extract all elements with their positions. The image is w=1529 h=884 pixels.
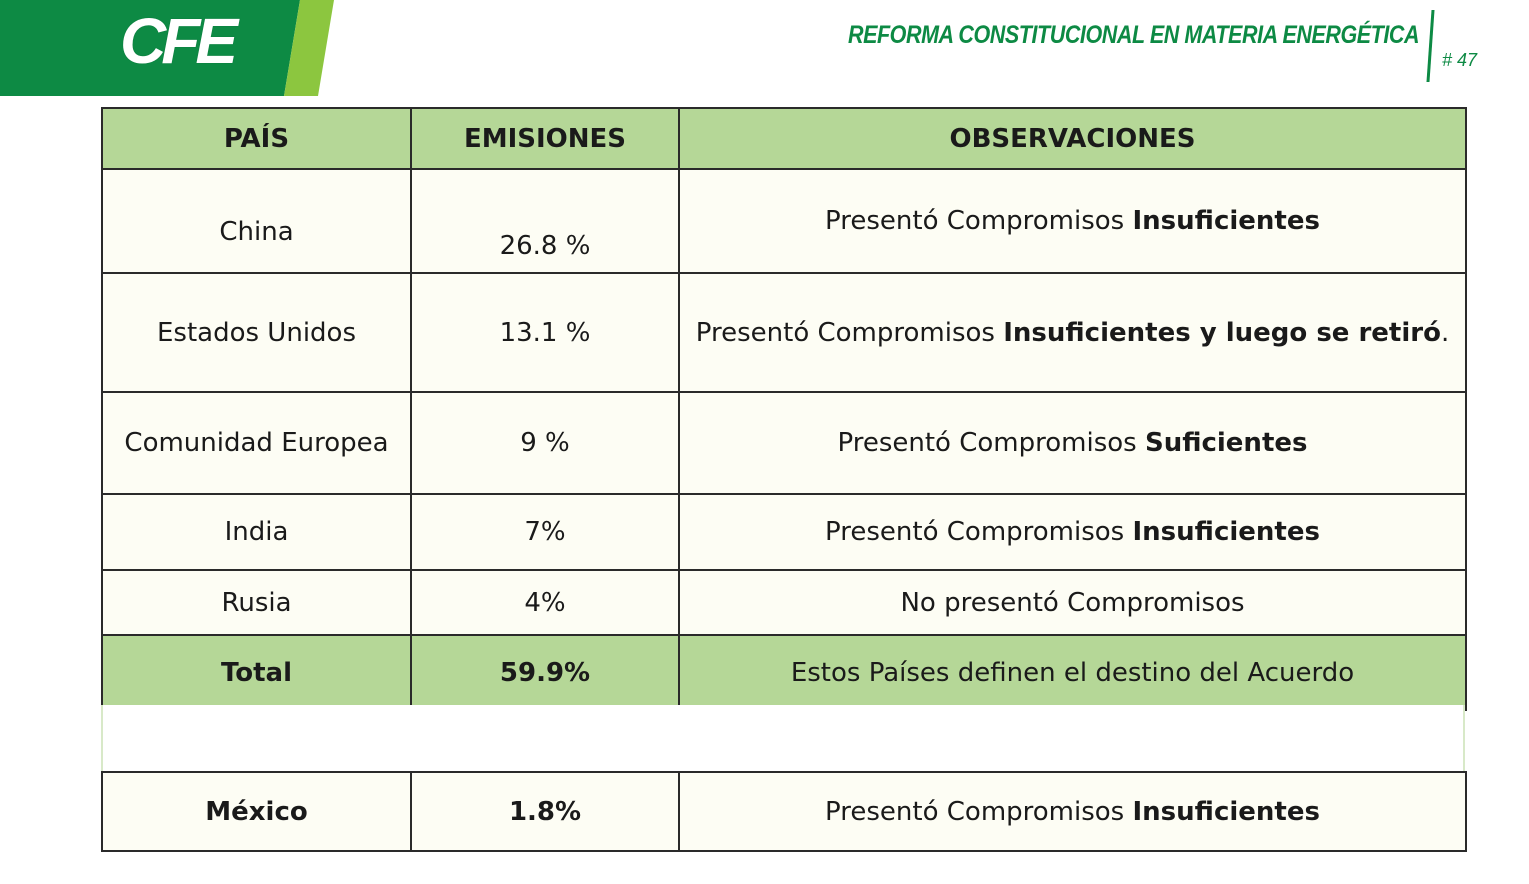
table-spacer [101, 705, 1465, 771]
country-cell: Comunidad Europea [102, 392, 411, 494]
observation-cell [679, 772, 1466, 851]
observation-cell [679, 169, 1466, 273]
emissions-cell: 26.8 % [411, 169, 679, 273]
emissions-cell: 1.8% [411, 772, 679, 851]
header-emissions: EMISIONES [411, 108, 679, 169]
observation-cell [679, 392, 1466, 494]
observation-text: Presentó Compromisos [695, 317, 1004, 348]
country-cell: Estados Unidos [102, 273, 411, 392]
table-row [102, 494, 1466, 570]
cfe-logo: CFE [120, 5, 233, 77]
observation-text: Presentó Compromisos [825, 517, 1133, 547]
emissions-cell: 9 % [411, 392, 679, 494]
table-header-row [102, 108, 1466, 169]
emissions-cell: 7% [411, 494, 679, 570]
observation-bold-text: Insuficientes [1132, 796, 1320, 827]
observation-bold-text: Insuficientes y luego se retiró [1003, 317, 1441, 348]
emissions-cell: 13.1 % [411, 273, 679, 392]
slide-header [0, 0, 1529, 100]
country-cell: China [102, 169, 411, 273]
header-divider [1426, 10, 1434, 82]
emissions-cell: 4% [411, 570, 679, 635]
total-emissions: 59.9% [411, 635, 679, 710]
total-row [102, 635, 1466, 710]
total-label: Total [102, 635, 411, 710]
table-row [102, 169, 1466, 273]
header-observations: OBSERVACIONES [679, 108, 1466, 169]
country-cell: India [102, 494, 411, 570]
observation-cell [679, 494, 1466, 570]
observation-text: Presentó Compromisos [825, 796, 1133, 827]
observation-cell [679, 273, 1466, 392]
mexico-row [102, 772, 1466, 851]
slide-title: REFORMA CONSTITUCIONAL EN MATERIA ENERGÉTICA [847, 21, 1419, 49]
observation-text: Presentó Compromisos [837, 428, 1145, 458]
country-cell: México [102, 772, 411, 851]
table-row [102, 570, 1466, 635]
observation-text: Presentó Compromisos [825, 206, 1133, 236]
header-country: PAÍS [102, 108, 411, 169]
emissions-table [101, 107, 1467, 711]
total-observation: Estos Países definen el destino del Acuerdo [679, 635, 1466, 710]
observation-tail: . [1440, 317, 1450, 348]
table-row [102, 392, 1466, 494]
observation-bold-text: Suficientes [1144, 428, 1308, 458]
mexico-table [101, 771, 1467, 852]
observation-cell: No presentó Compromisos [679, 570, 1466, 635]
page-number: # 47 [1442, 50, 1478, 70]
observation-bold-text: Insuficientes [1132, 206, 1320, 236]
country-cell: Rusia [102, 570, 411, 635]
table-row [102, 273, 1466, 392]
observation-bold-text: Insuficientes [1132, 517, 1320, 547]
